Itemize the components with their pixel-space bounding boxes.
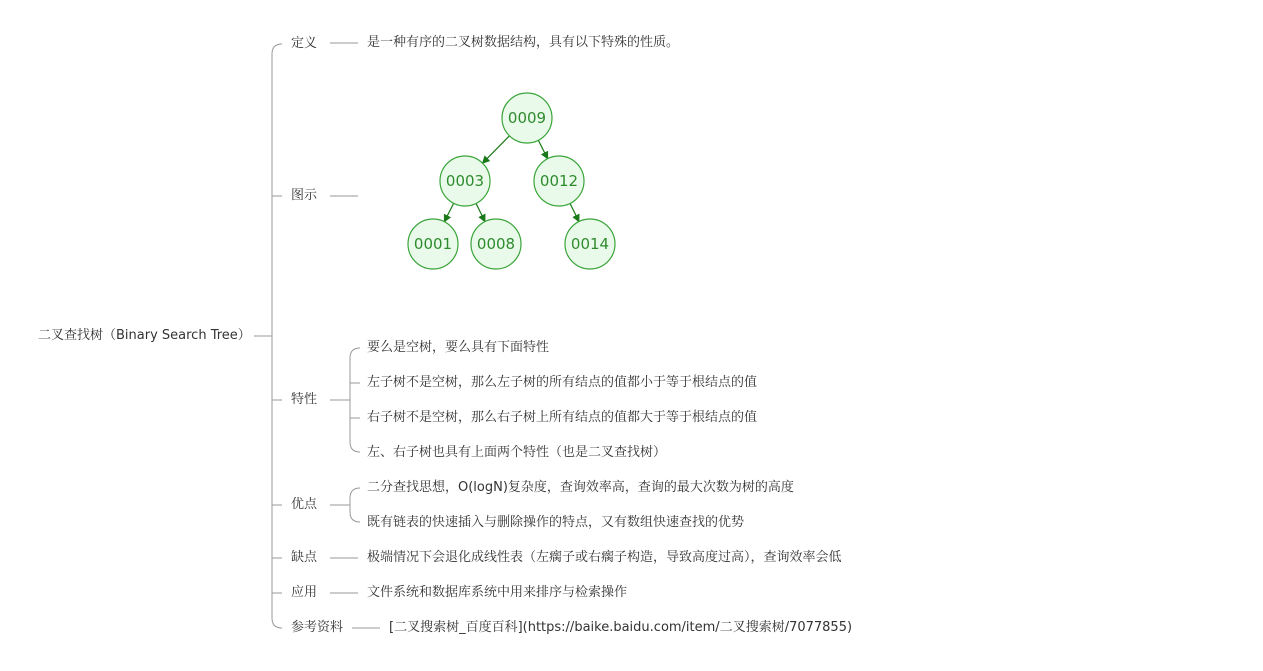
tree-edge-0003-0001 <box>445 203 454 221</box>
feature-item-2[interactable]: 左子树不是空树，那么左子树的所有结点的值都小于等于根结点的值 <box>367 375 758 390</box>
feature-item-4[interactable]: 左、右子树也具有上面两个特性（也是二叉查找树） <box>367 445 667 460</box>
pros-item-1[interactable]: 二分查找思想，O(logN)复杂度，查询效率高，查询的最大次数为树的高度 <box>367 480 794 495</box>
pros-bracket <box>350 488 360 522</box>
tree-edge-0009-0012 <box>538 140 547 158</box>
branch-cons[interactable]: 缺点 <box>291 550 318 565</box>
reference-link[interactable]: [二叉搜索树_百度百科](https://baike.baidu.com/item/二叉搜索树/7077855) <box>389 620 853 635</box>
tree-node-label: 0001 <box>413 235 453 253</box>
root-topic[interactable]: 二叉查找树（Binary Search Tree） <box>38 328 251 343</box>
tree-node-0014 <box>565 219 615 269</box>
branch-references[interactable]: 参考资料 <box>291 620 344 635</box>
tree-node-label: 0012 <box>539 172 579 190</box>
main-spine <box>272 44 282 628</box>
tree-edge-0012-0014 <box>570 203 578 220</box>
tree-node-0001 <box>408 219 458 269</box>
features-bracket <box>350 348 360 452</box>
feature-item-1[interactable]: 要么是空树，要么具有下面特性 <box>367 340 550 355</box>
tree-node-0009 <box>502 93 552 143</box>
definition-text[interactable]: 是一种有序的二叉树数据结构，具有以下特殊的性质。 <box>367 35 680 50</box>
branch-diagram[interactable]: 图示 <box>291 188 318 203</box>
applications-item-1[interactable]: 文件系统和数据库系统中用来排序与检索操作 <box>367 585 628 600</box>
cons-item-1[interactable]: 极端情况下会退化成线性表（左瘸子或右瘸子构造，导致高度过高），查询效率会低 <box>367 550 842 565</box>
tree-node-0003 <box>440 156 490 206</box>
tree-node-label: 0003 <box>445 172 485 190</box>
tree-nodes <box>408 93 615 269</box>
branch-definition[interactable]: 定义 <box>291 36 318 51</box>
tree-node-0008 <box>471 219 521 269</box>
tree-node-label: 0009 <box>507 109 547 127</box>
tree-edge-0009-0003 <box>483 136 509 163</box>
tree-node-0012 <box>534 156 584 206</box>
tree-edge-0003-0008 <box>476 203 484 220</box>
bst-illustration <box>400 86 630 280</box>
feature-item-3[interactable]: 右子树不是空树，那么右子树上所有结点的值都大于等于根结点的值 <box>367 410 758 425</box>
tree-node-label: 0014 <box>570 235 610 253</box>
branch-features[interactable]: 特性 <box>291 392 318 407</box>
branch-applications[interactable]: 应用 <box>291 585 318 600</box>
tree-node-label: 0008 <box>476 235 516 253</box>
branch-pros[interactable]: 优点 <box>291 497 318 512</box>
pros-item-2[interactable]: 既有链表的快速插入与删除操作的特点，又有数组快速查找的优势 <box>367 515 745 530</box>
